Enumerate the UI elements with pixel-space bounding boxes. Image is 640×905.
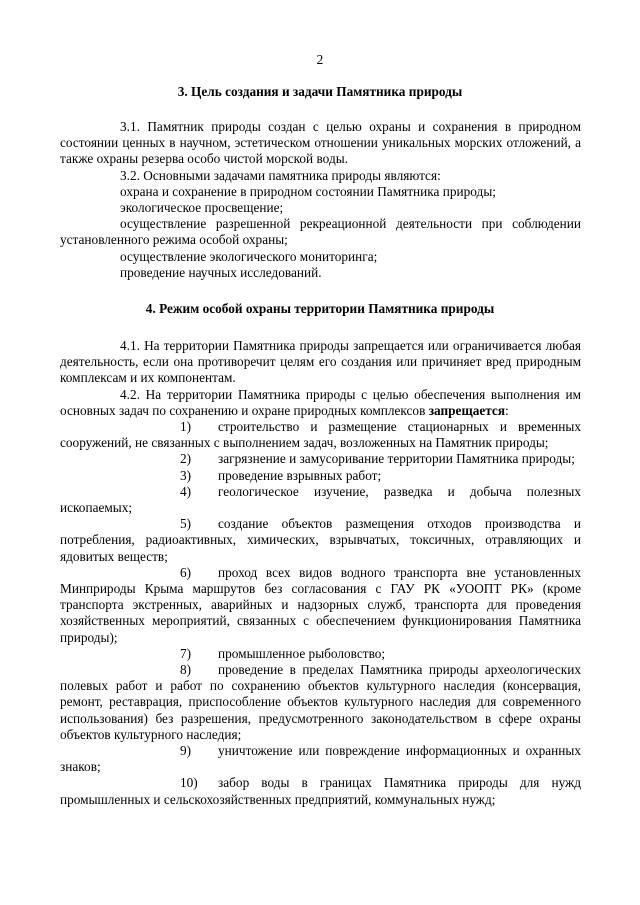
section-3-heading: 3. Цель создания и задачи Памятника природы	[177, 84, 463, 99]
task-item: осуществление разрешенной рекреационной деятельности при соблюдении установленного режима особой охраны;	[60, 216, 581, 248]
item-text: загрязнение и замусоривание территории Памятника природы;	[218, 451, 575, 467]
paragraph-3-1: 3.1. Памятник природы создан с целью охраны и сохранения в природном состоянии ценных в научном, эстетическом отношении уникальных морских отложений, а также охраны резерва особо чистой морской воды.	[60, 119, 581, 167]
prohibition-item	[60, 646, 581, 662]
item-text: уничтожение или повреждение информационных и охранных знаков;	[60, 743, 581, 775]
section-4-body	[60, 338, 581, 808]
task-item: охрана и сохранение в природном состоянии Памятника природы;	[120, 183, 496, 199]
section-3-body	[60, 119, 581, 281]
prohibition-item	[60, 419, 581, 451]
task-item: проведение научных исследований.	[120, 264, 322, 280]
prohibition-item	[60, 451, 581, 467]
paragraph-4-2-colon: :	[505, 402, 509, 418]
prohibition-item	[60, 516, 581, 565]
item-text: проведение взрывных работ;	[218, 467, 382, 483]
prohibition-item	[60, 468, 581, 484]
item-number: 6)	[180, 564, 192, 580]
section-4-heading: 4. Режим особой охраны территории Памятника природы	[145, 301, 495, 316]
item-number: 1)	[180, 419, 192, 435]
item-number: 4)	[180, 483, 192, 499]
item-number: 7)	[180, 645, 192, 661]
item-text: создание объектов размещения отходов производства и потребления, радиоактивных, химических, взрывчатых, токсичных, отравляющих и ядовитых веществ;	[60, 516, 581, 564]
item-number: 9)	[180, 743, 192, 759]
prohibition-item	[60, 662, 581, 743]
prohibition-item	[60, 743, 581, 775]
item-text: забор воды в границах Памятника природы для нужд промышленных и сельскохозяйственных предприятий, коммунальных нужд;	[60, 775, 581, 807]
item-number: 5)	[180, 516, 192, 532]
item-number: 3)	[180, 467, 192, 483]
item-number: 8)	[180, 662, 192, 678]
item-number: 10)	[180, 775, 198, 791]
prohibition-item	[60, 775, 581, 807]
page-number: 2	[316, 52, 324, 67]
item-text: промышленное рыболовство;	[218, 645, 386, 661]
task-item: осуществление экологического мониторинга;	[120, 248, 378, 264]
paragraph-4-2-text: 4.2. На территории Памятника природы с целью обеспечения выполнения им основных задач по сохранению и охране природных комплексов	[60, 386, 581, 418]
item-text: проведение в пределах Памятника природы археологических полевых работ и работ по сохранению объектов культурного наследия (консервация, ремонт, реставрация, приспособление объектов культурного наследия для современного использования) без разрешения, предусмотренного законодательством в сфере охраны объектов культурного наследия;	[60, 662, 581, 742]
paragraph-4-2	[60, 387, 581, 419]
item-number: 2)	[180, 451, 192, 467]
item-text: проход всех видов водного транспорта вне установленных Минприроды Крыма маршрутов без согласования с ГАУ РК «УООПТ РК» (кроме транспорта экстренных, аварийных и надзорных служб, транспорта для проведения хозяйственных мероприятий, связанных с обеспечением функционирования Памятника природы);	[60, 564, 581, 645]
paragraph-3-2: 3.2. Основными задачами памятника природы являются:	[120, 167, 441, 183]
paragraph-4-1: 4.1. На территории Памятника природы запрещается или ограничивается любая деятельность, если она противоречит целям его создания или причиняет вред природным комплексам и их компонентам.	[60, 338, 581, 386]
prohibited-label: запрещается	[428, 402, 506, 418]
prohibition-item	[60, 565, 581, 646]
item-text: строительство и размещение стационарных и временных сооружений, не связанных с выполнением задач, возложенных на Памятник природы;	[60, 419, 581, 451]
prohibition-item	[60, 484, 581, 516]
item-text: геологическое изучение, разведка и добыча полезных ископаемых;	[60, 483, 581, 516]
task-item: экологическое просвещение;	[120, 200, 284, 216]
